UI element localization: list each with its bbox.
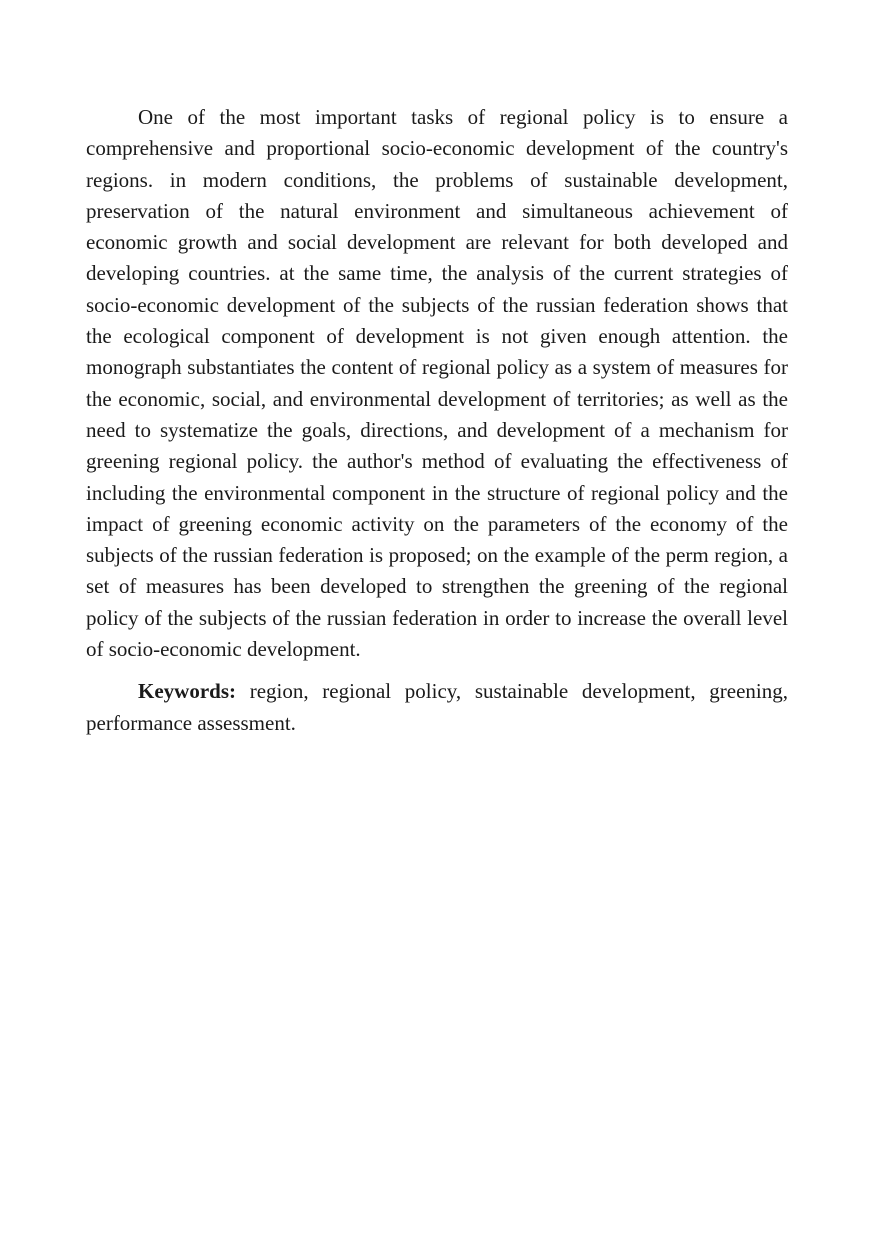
keywords-list: region, regional policy, sustainable development, greening, performance assessment. (86, 679, 788, 735)
abstract-paragraph: One of the most important tasks of regional policy is to ensure a comprehensive and proportional socio-economic development of the country's regions. in modern conditions, the problems of sustainable development, preservation of the natural environment and simultaneous achievement of economic growth and social development are relevant for both developed and developing countries. at the same time, the analysis of the current strategies of socio-economic development of the subjects of the russian federation shows that the ecological component of development is not given enough attention. the monograph substantiates the content of regional policy as a system of measures for the economic, social, and environmental development of territories; as well as the need to systematize the goals, directions, and development of a mechanism for greening regional policy. the author's method of evaluating the effectiveness of including the environmental component in the structure of regional policy and the impact of greening economic activity on the parameters of the economy of the subjects of the russian federation is proposed; on the example of the perm region, a set of measures has been developed to strengthen the greening of the regional policy of the subjects of the russian federation in order to increase the overall level of socio-economic development. (86, 105, 788, 662)
keywords-paragraph (86, 676, 788, 739)
document-page (86, 102, 788, 739)
keywords-label: Keywords: (138, 679, 236, 704)
